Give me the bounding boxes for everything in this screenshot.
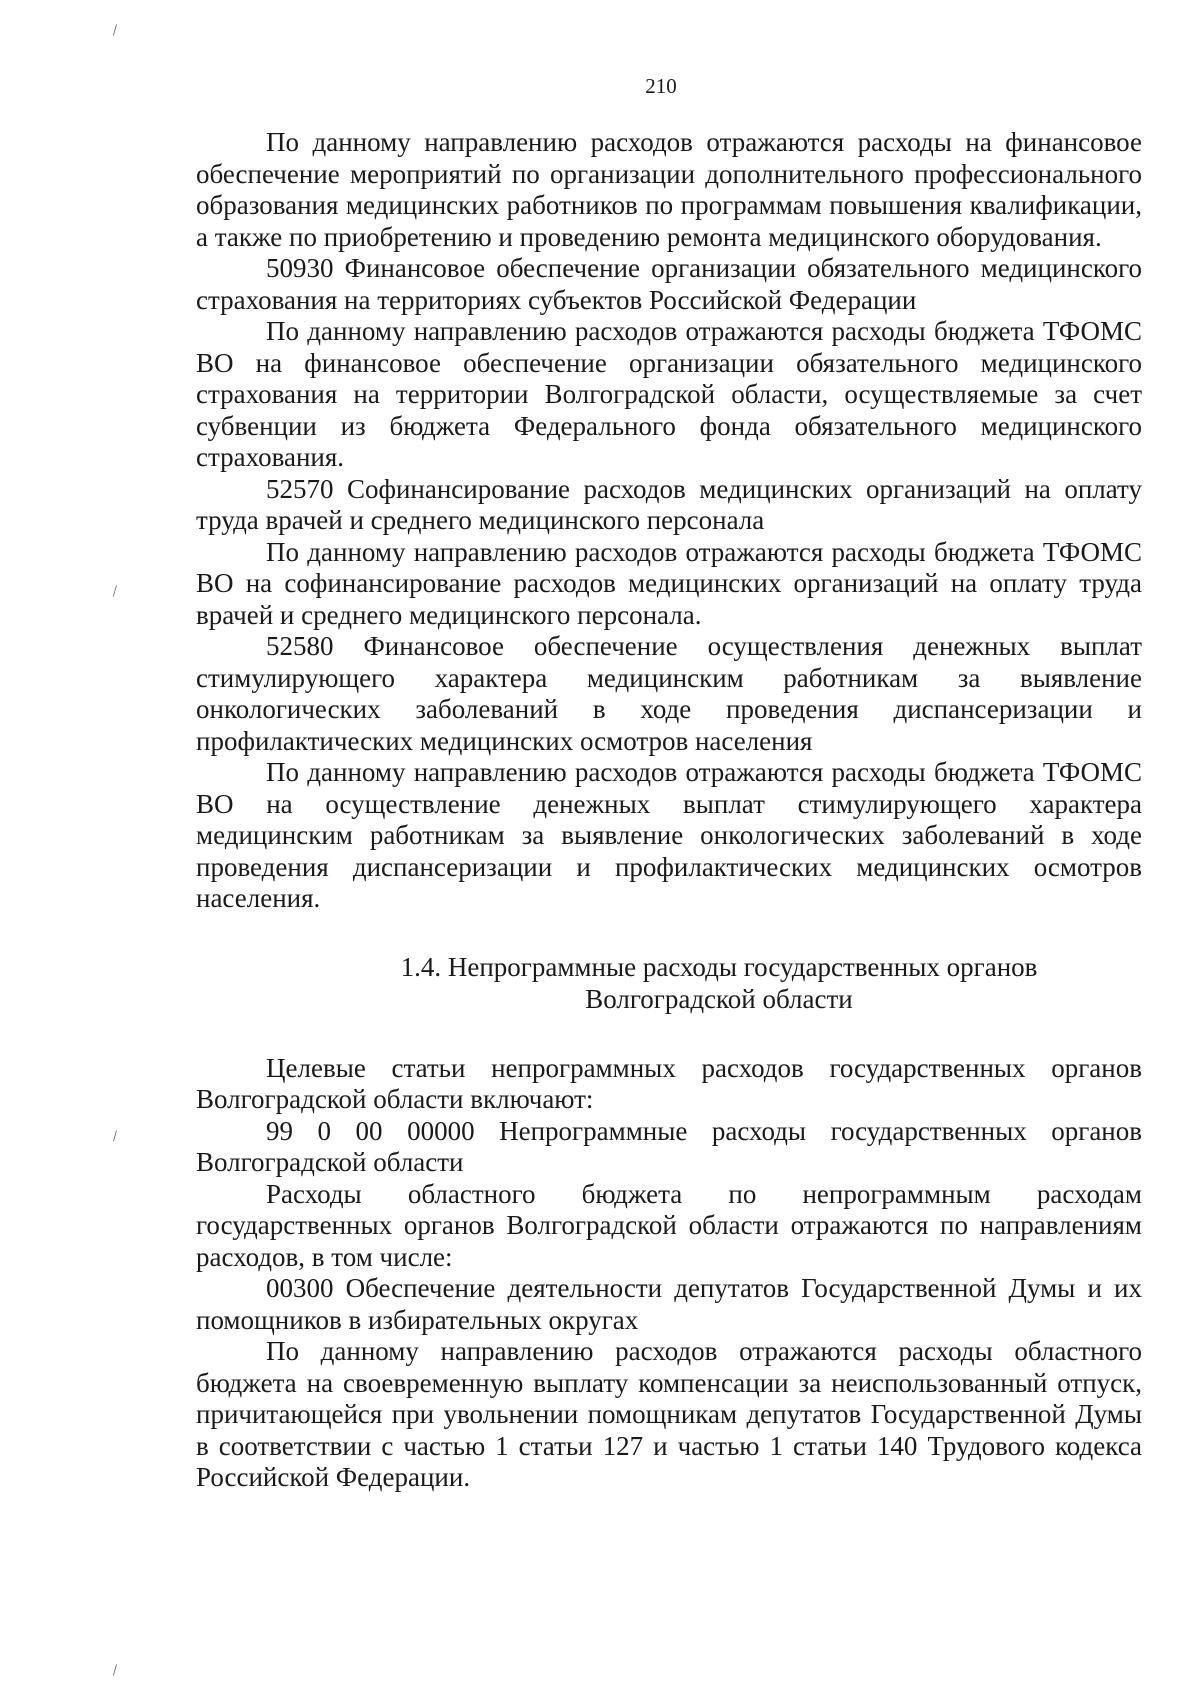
document-body [196, 127, 1142, 1494]
scan-artifact-mark: \ [107, 1662, 122, 1679]
paragraph: По данному направлению расходов отражаются расходы бюджета ТФОМС ВО на финансовое обеспечение организации обязательного медицинского страхования на территории Волгоградской области, осуществляемые за счет субвенции из бюджета Федерального фонда обязательного медицинского страхования. [196, 316, 1142, 472]
paragraph: По данному направлению расходов отражаются расходы областного бюджета на своевременную выплату компенсации за неиспользованный отпуск, причитающейся при увольнении помощникам депутатов Государственной Думы в соответствии с частью 1 статьи 127 и частью 1 статьи 140 Трудового кодекса Российской Федерации. [196, 1336, 1142, 1492]
paragraph: Целевые статьи непрограммных расходов государственных органов Волгоградской области включают: [196, 1052, 1142, 1114]
paragraph: По данному направлению расходов отражаются расходы бюджета ТФОМС ВО на осуществление денежных выплат стимулирующего характера медицинским работникам за выявление онкологических заболеваний в ходе проведения диспансеризации и профилактических медицинских осмотров населения. [196, 757, 1142, 913]
paragraph: Расходы областного бюджета по непрограммным расходам государственных органов Волгоградской области отражаются по направлениям расходов, в том числе: [196, 1178, 1142, 1272]
paragraph: 52580 Финансовое обеспечение осуществления денежных выплат стимулирующего характера медицинским работникам за выявление онкологических заболеваний в ходе проведения диспансеризации и профилактических медицинских осмотров населения [196, 631, 1142, 756]
paragraph: 00300 Обеспечение деятельности депутатов Государственной Думы и их помощников в избирательных округах [196, 1273, 1142, 1335]
scan-artifact-mark: \ [107, 22, 122, 39]
paragraph: 50930 Финансовое обеспечение организации обязательного медицинского страхования на территориях субъектов Российской Федерации [196, 253, 1142, 315]
paragraph: 52570 Софинансирование расходов медицинских организаций на оплату труда врачей и среднего медицинского персонала [196, 473, 1142, 535]
page-number: 210 [645, 74, 677, 98]
scan-artifact-mark: \ [107, 583, 122, 600]
paragraph: 99 0 00 00000 Непрограммные расходы государственных органов Волгоградской области [196, 1115, 1142, 1177]
paragraph: По данному направлению расходов отражаются расходы бюджета ТФОМС ВО на софинансирование расходов медицинских организаций на оплату труда врачей и среднего медицинского персонала. [196, 536, 1142, 630]
scan-artifact-mark: \ [107, 1128, 122, 1145]
section-heading [196, 951, 1142, 1015]
section-heading-line: 1.4. Непрограммные расходы государственных органов [400, 951, 1038, 982]
paragraph: По данному направлению расходов отражаются расходы на финансовое обеспечение мероприятий по организации дополнительного профессионального образования медицинских работников по программам повышения квалификации, а также по приобретению и проведению ремонта медицинского оборудования. [196, 127, 1142, 252]
section-heading-line: Волгоградской области [585, 983, 853, 1014]
